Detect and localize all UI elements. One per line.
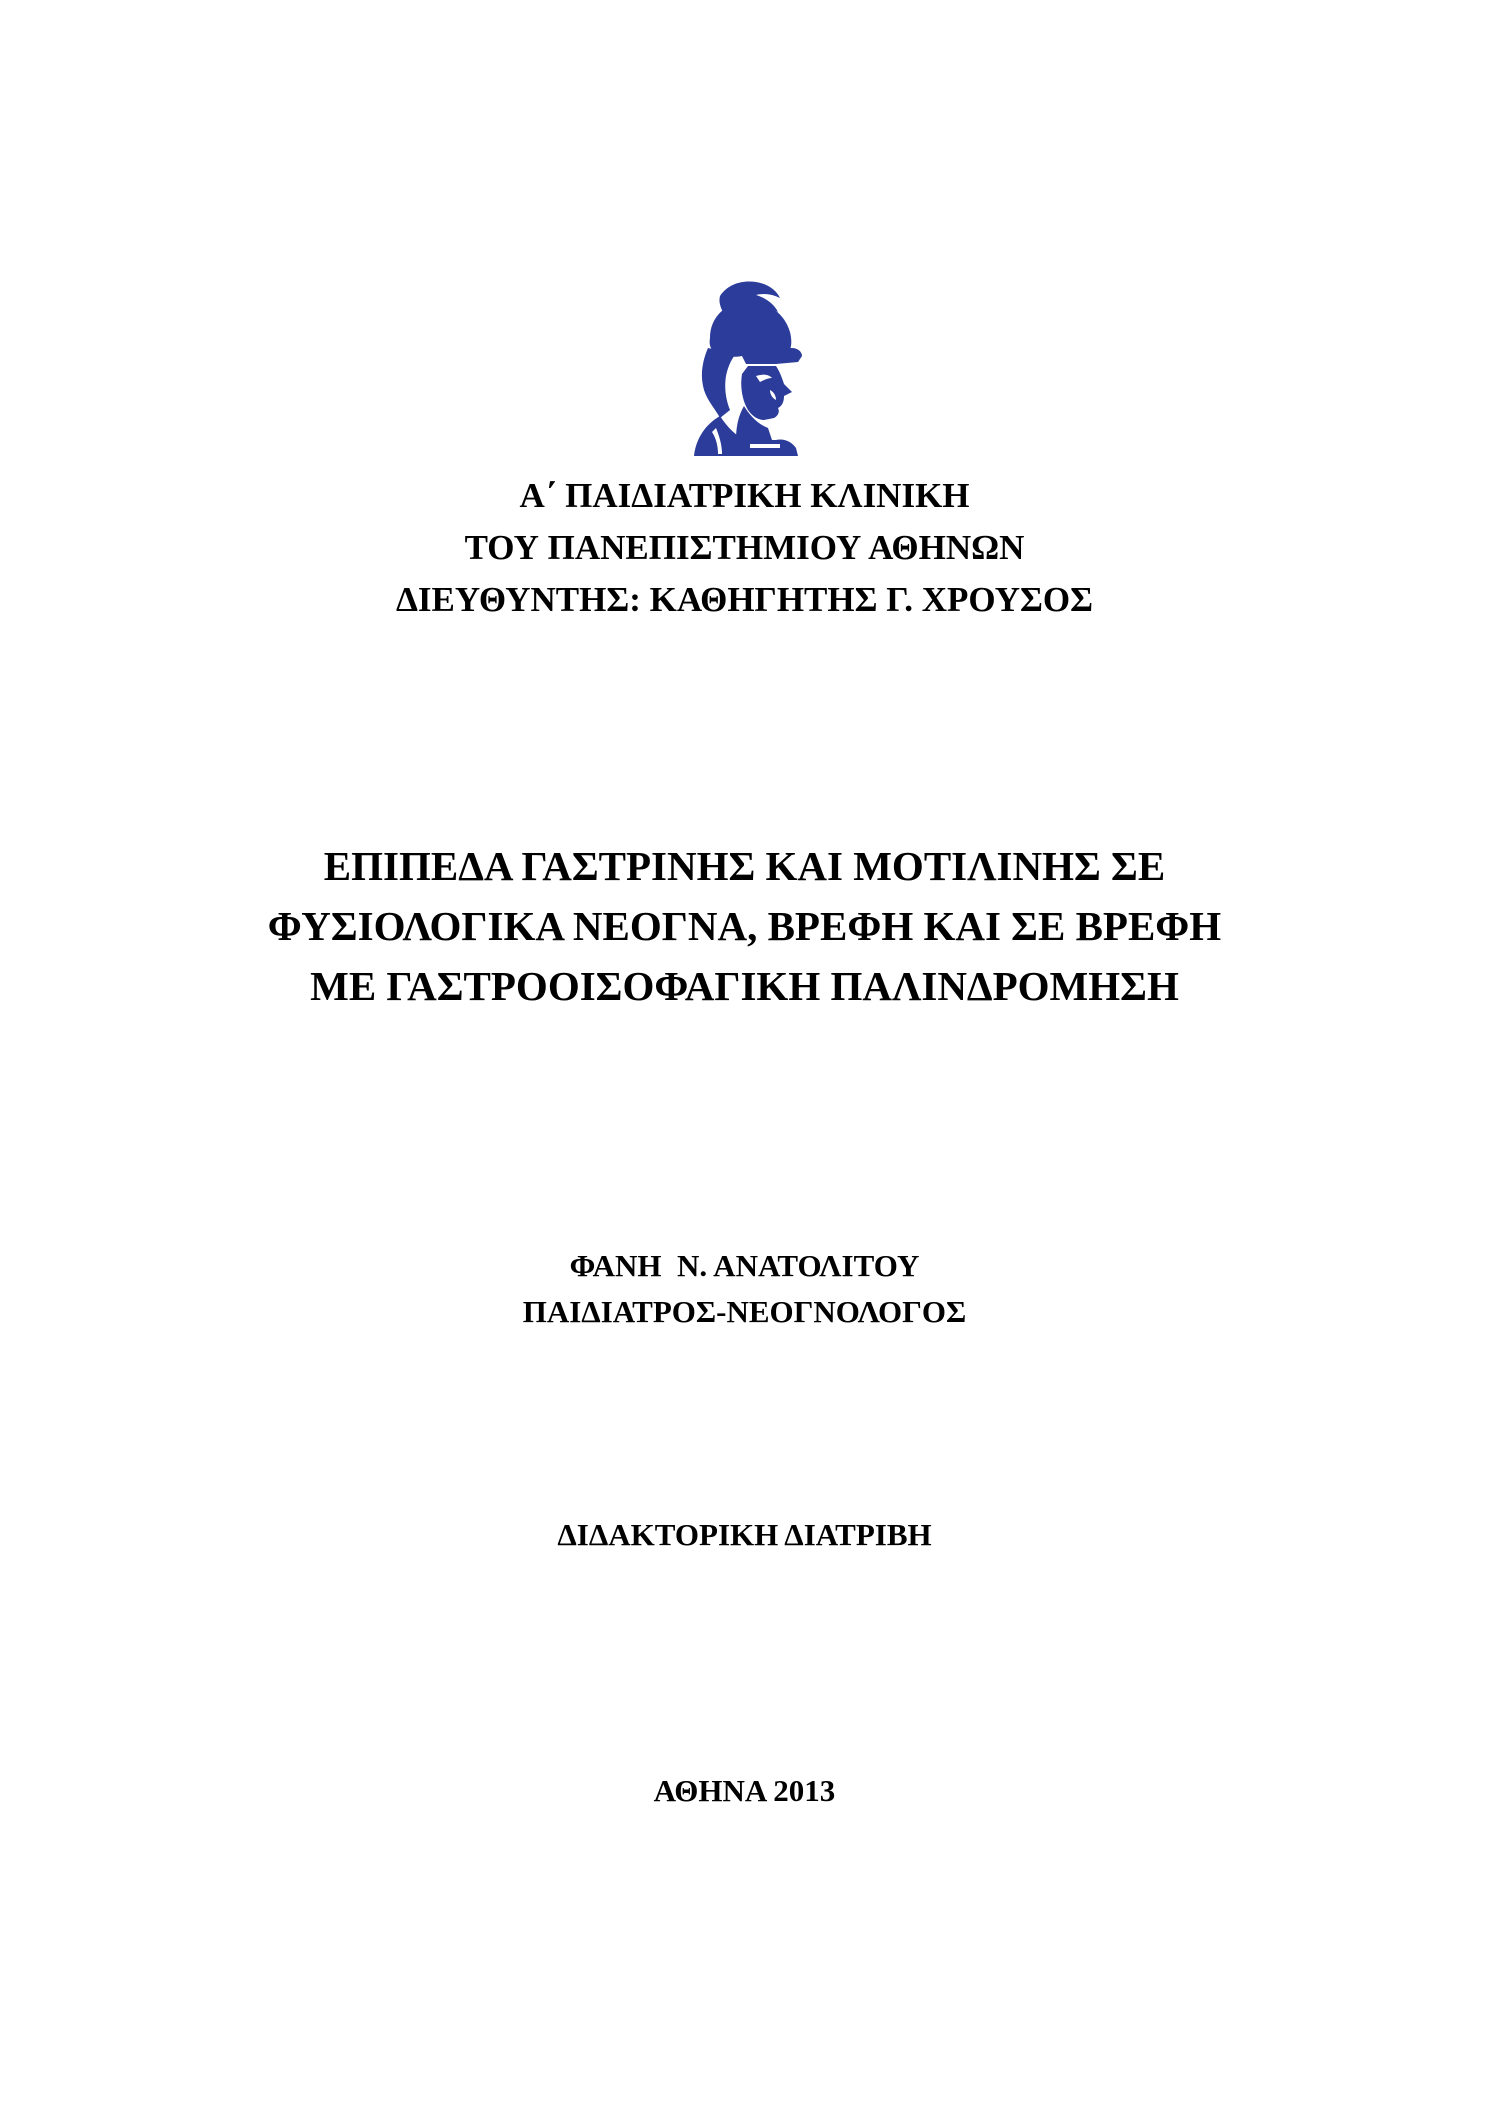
thesis-title-line: ΕΠΙΠΕΔΑ ΓΑΣΤΡΙΝΗΣ ΚΑΙ ΜΟΤΙΛΙΝΗΣ ΣΕ: [323, 843, 1166, 889]
thesis-title-line: ΦΥΣΙΟΛΟΓΙΚΑ ΝΕΟΓΝΑ, ΒΡΕΦΗ ΚΑΙ ΣΕ ΒΡΕΦΗ: [267, 903, 1222, 949]
institution-line: Α΄ ΠΑΙΔΙΑΤΡΙΚΗ ΚΛΙΝΙΚΗ: [519, 476, 970, 515]
thesis-title: [0, 836, 1489, 1016]
institution-heading: [0, 470, 1489, 626]
author-block: [0, 1243, 1489, 1335]
place-year-label: ΑΘΗΝΑ 2013: [653, 1773, 836, 1808]
place-and-year: [0, 1768, 1489, 1814]
document-type: [0, 1512, 1489, 1558]
athena-head-emblem-icon: [680, 278, 810, 456]
institution-line: ΔΙΕΥΘΥΝΤΗΣ: ΚΑΘΗΓΗΤΗΣ Γ. ΧΡΟΥΣΟΣ: [395, 580, 1094, 619]
author-name: ΦΑΝΗ Ν. ΑΝΑΤΟΛΙΤΟΥ: [569, 1248, 920, 1283]
institution-line: ΤΟΥ ΠΑΝΕΠΙΣΤΗΜΙΟΥ ΑΘΗΝΩΝ: [464, 528, 1025, 567]
thesis-title-line: ΜΕ ΓΑΣΤΡΟΟΙΣΟΦΑΓΙΚΗ ΠΑΛΙΝΔΡΟΜΗΣΗ: [310, 963, 1179, 1009]
document-type-label: ΔΙΔΑΚΤΟΡΙΚΗ ΔΙΑΤΡΙΒΗ: [557, 1517, 932, 1552]
author-role: ΠΑΙΔΙΑΤΡΟΣ-ΝΕΟΓΝΟΛΟΓΟΣ: [522, 1294, 967, 1329]
